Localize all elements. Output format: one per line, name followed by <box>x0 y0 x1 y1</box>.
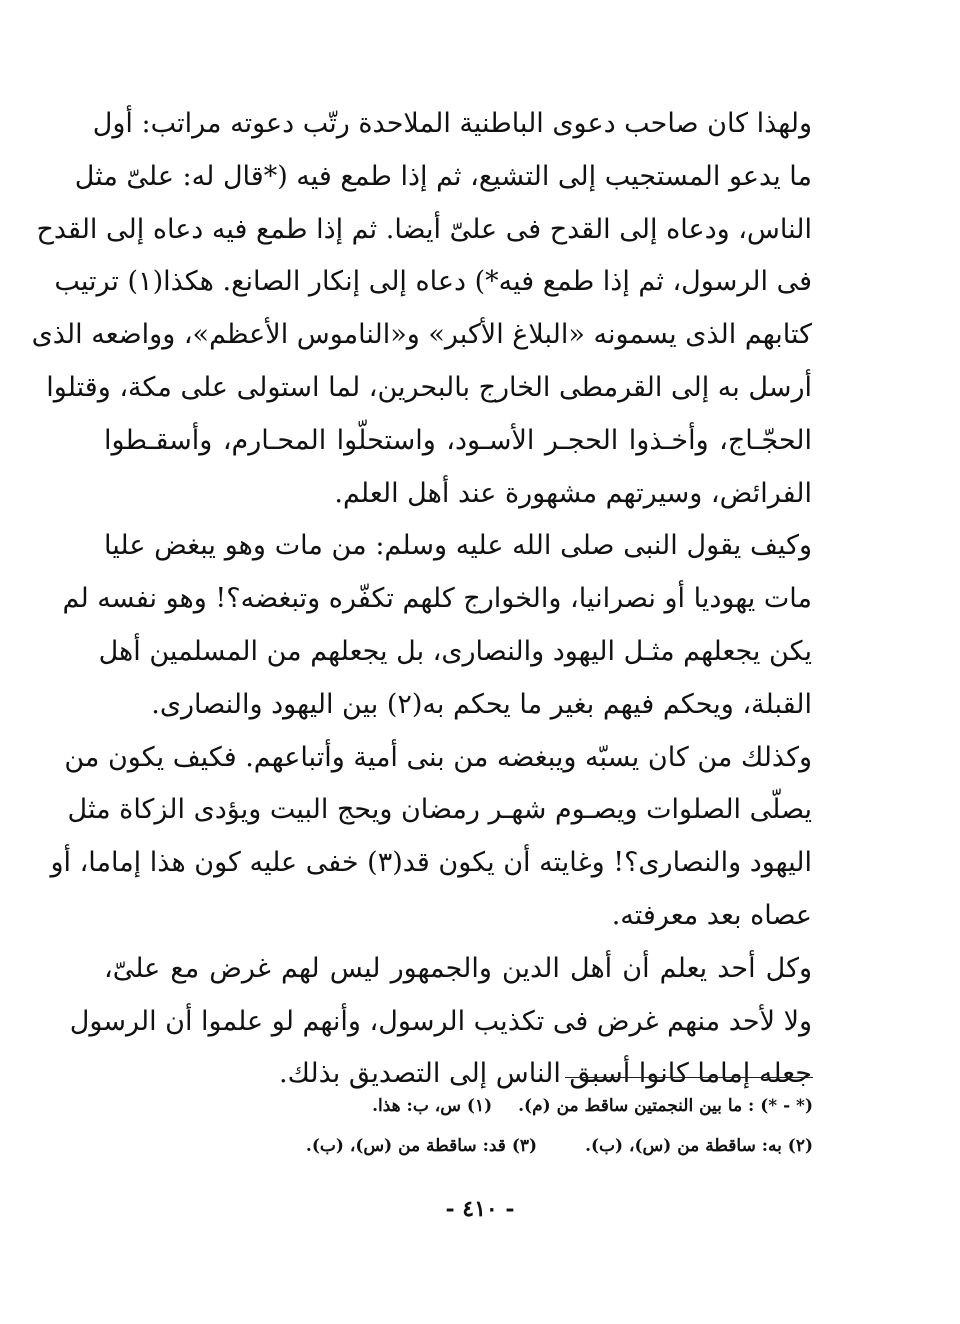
text-line: الحجّـاج، وأخـذوا الحجـر الأسـود، واستحلّوا المحـارم، وأسقـطوا <box>104 424 812 456</box>
footnote-3: (٣) قد: ساقطة من (س)، (ب). <box>305 1136 538 1156</box>
text-line: الناس، ودعاه إلى القدح فى علىّ أيضا. ثم إذا طمع فيه دعاه إلى القدح <box>36 213 812 245</box>
text-line: وكل أحد يعلم أن أهل الدين والجمهور ليس لهم غرض مع علىّ، <box>104 952 812 984</box>
text-line: فى الرسول، ثم إذا طمع فيه*) دعاه إلى إنكار الصانع. هكذا(١) ترتيب <box>54 266 812 298</box>
text-line: الفرائض، وسيرتهم مشهورة عند أهل العلم. <box>334 477 812 509</box>
footnote-2: (٢) به: ساقطة من (س)، (ب). <box>585 1136 813 1156</box>
text-line: وكيف يقول النبى صلى الله عليه وسلم: من مات وهو يبغض عليا <box>104 530 812 562</box>
main-text <box>31 98 812 1101</box>
footnote-line <box>140 1126 813 1166</box>
footnote-1: (١) س، ب: هذا. <box>372 1096 493 1116</box>
footnote-divider <box>565 1077 813 1078</box>
footnote-line <box>140 1086 813 1126</box>
text-line: جعله إماما كانوا أسبق الناس إلى التصديق بذلك. <box>279 1058 812 1090</box>
text-line: ولا لأحد منهم غرض فى تكذيب الرسول، وأنهم لو علموا أن الرسول <box>69 1005 812 1037</box>
text-line: كتابهم الذى يسمونه «البلاغ الأكبر» و«الناموس الأعظم»، وواضعه الذى <box>31 319 812 351</box>
footnote-asterisk: (* - *) : ما بين النجمتين ساقط من (م). <box>518 1096 813 1116</box>
text-line: يصلّى الصلوات ويصـوم شهـر رمضان ويحج البيت ويؤدى الزكاة مثل <box>67 794 812 826</box>
page-number: - ٤١٠ - <box>445 1196 515 1222</box>
text-line: ما يدعو المستجيب إلى التشيع، ثم إذا طمع فيه (*قال له: علىّ مثل <box>74 160 812 192</box>
text-line: وكذلك من كان يسبّه ويبغضه من بنى أمية وأتباعهم. فكيف يكون من <box>64 741 812 773</box>
text-line: اليهود والنصارى؟! وغايته أن يكون قد(٣) خفى عليه كون هذا إماما، أو <box>50 847 812 879</box>
text-line: القبلة، ويحكم فيهم بغير ما يحكم به(٢) بين اليهود والنصارى. <box>151 688 812 720</box>
text-line: أرسل به إلى القرمطى الخارج بالبحرين، لما استولى على مكة، وقتلوا <box>46 371 812 403</box>
text-line: مات يهوديا أو نصرانيا، والخوارج كلهم تكفّره وتبغضه؟! وهو نفسه لم <box>62 583 812 615</box>
text-line: يكن يجعلهم مثـل اليهود والنصارى، بل يجعلهم من المسلمين أهل <box>98 635 812 667</box>
footnotes <box>140 1086 813 1166</box>
text-line: ولهذا كان صاحب دعوى الباطنية الملاحدة رتّب دعوته مراتب: أول <box>92 108 812 139</box>
text-line: عصاه بعد معرفته. <box>611 899 812 931</box>
